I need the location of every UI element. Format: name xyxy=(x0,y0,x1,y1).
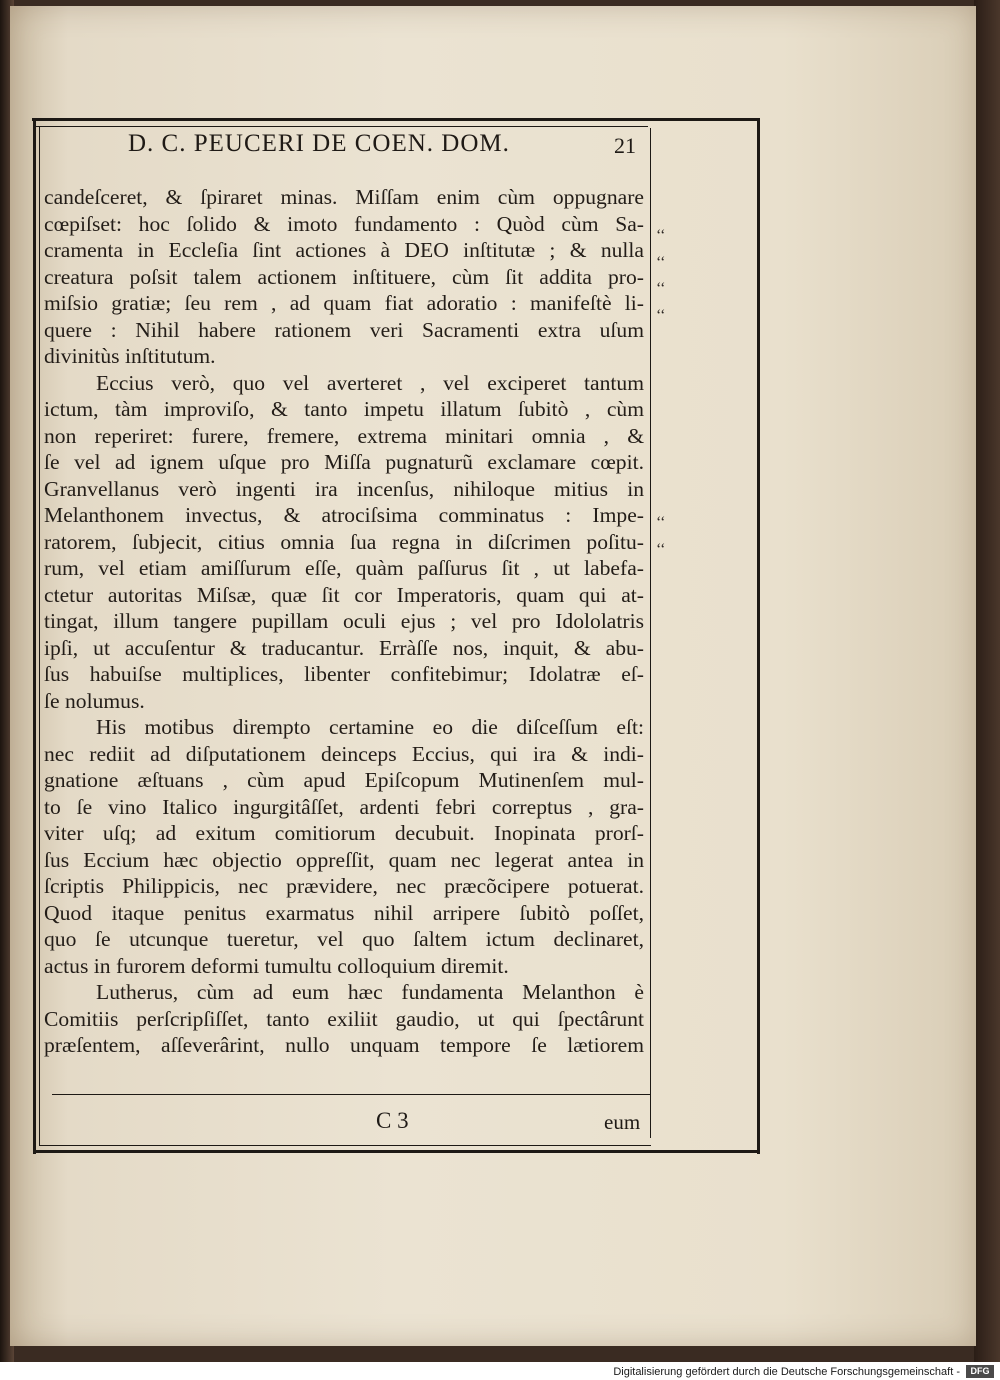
text-line: rum, vel etiam amiſſurum eſſe, quàm paſſurus ſit , ut labefa- xyxy=(44,556,644,580)
text-line: to ſe vino Italico ingurgitâſſet, ardenti febri correptus , gra- xyxy=(44,794,644,819)
margin-quote-marks xyxy=(656,510,684,563)
dfg-logo: DFG xyxy=(966,1365,994,1378)
text-line: cramenta in Eccleſia ſint actiones à DEO inſtitutæ ; & nulla xyxy=(44,238,644,262)
text-line: ictum, tàm improviſo, & tanto impetu illatum ſubitò , cùm xyxy=(44,397,644,421)
text-line: actus in furorem deformi tumultu colloquium diremit. xyxy=(44,953,509,978)
text-line: ratorem, ſubjecit, citius omnia ſua regna in diſcrimen poſitu- xyxy=(44,529,644,554)
text-line: divinitùs inſtitutum. xyxy=(44,344,216,368)
text-line: non reperiret: furere, fremere, extrema minitari omnia , & xyxy=(44,423,644,448)
text-line: ſus Eccium hæc objectio oppreſſit, quam nec legerat antea in xyxy=(44,847,644,872)
text-line: ſcriptis Philippicis, nec prævidere, nec præcõcipere potuerat. xyxy=(44,874,644,898)
text-line: creatura poſsit talem actionem inſtituere, cùm ſit addita pro- xyxy=(44,264,644,289)
scan-right-edge xyxy=(974,0,1000,1362)
text-line: tingat, illum tangere pupillam oculi ejus ; vel pro Idololatris xyxy=(44,609,644,633)
text-line: Eccius verò, quo vel averteret , vel exciperet tantum xyxy=(96,370,644,395)
running-head: D. C. PEUCERI DE COEN. DOM. xyxy=(128,130,510,157)
text-line: nec rediit ad diſputationem deinceps Eccius, qui ira & indi- xyxy=(44,741,644,766)
text-line: viter uſq; ad exitum comitiorum decubuit. Inopinata prorſ- xyxy=(44,821,644,845)
frame-bottom-rule xyxy=(33,1150,760,1153)
text-line: gnatione æſtuans , cùm apud Epiſcopum Mutinenſem mul- xyxy=(44,768,644,792)
text-line: quere : Nihil habere rationem veri Sacramenti extra uſum xyxy=(44,317,644,342)
frame-inner-left-rule xyxy=(39,126,40,1146)
text-line: Comitiis perſcripſiſſet, tanto exiliit gaudio, ut qui ſpectârunt xyxy=(44,1006,644,1031)
text-line: ctetur autoritas Miſsæ, quæ ſit cor Imperatoris, quam qui at- xyxy=(44,582,644,607)
text-line: Granvellanus verò ingenti ira incenſus, nihiloque mitius in xyxy=(44,476,644,501)
footer-rule xyxy=(52,1094,650,1095)
quote-mark: ‘‘ xyxy=(656,253,666,271)
text-line: Quod itaque penitus exarmatus nihil arripere ſubitò poſſet, xyxy=(44,900,644,925)
text-line: candeſceret, & ſpiraret minas. Miſſam enim cùm oppugnare xyxy=(44,185,644,209)
text-line: Lutherus, cùm ad eum hæc fundamenta Melanthon è xyxy=(96,980,644,1004)
frame-right-rule xyxy=(757,118,760,1154)
quote-mark: ‘‘ xyxy=(656,306,666,324)
text-line: Melanthonem invectus, & atrociſsima comminatus : Impe- xyxy=(44,503,644,527)
quote-mark: ‘‘ xyxy=(656,227,666,244)
text-line: miſsio gratiæ; ſeu rem , ad quam fiat adoratio : manifeſtè li- xyxy=(44,291,644,315)
digitization-credit: Digitalisierung gefördert durch die Deutsche Forschungsgemeinschaft - xyxy=(613,1366,960,1378)
quote-mark: ‘‘ xyxy=(656,540,666,558)
header-rule xyxy=(36,126,648,127)
frame-top-rule xyxy=(32,118,760,121)
margin-quote-marks xyxy=(656,223,684,329)
text-line: ſe nolumus. xyxy=(44,688,145,713)
catchword: eum xyxy=(604,1110,641,1134)
text-line: ipſi, ut accuſentur & traducantur. Erràſſe nos, inquit, & abu- xyxy=(44,635,644,660)
page-number: 21 xyxy=(614,133,636,158)
body-text xyxy=(44,184,644,1084)
text-line: cœpiſset: hoc ſolido & imoto fundamento : Quòd cùm Sa- xyxy=(44,211,644,236)
text-line: quo ſe utcunque tueretur, vel quo ſaltem ictum declinaret, xyxy=(44,927,644,951)
text-line: ſus habuiſse multiplices, libenter confitebimur; Idolatræ eſ- xyxy=(44,662,644,686)
text-line: His motibus dirempto certamine eo die diſceſſum eſt: xyxy=(96,715,644,739)
frame-left-rule xyxy=(33,118,36,1154)
text-line: ſe vel ad ignem uſque pro Miſſa pugnaturũ exclamare cœpit. xyxy=(44,450,644,474)
text-column-right-rule xyxy=(650,128,651,1138)
text-line: præſentem, aſſeverârint, nullo unquam tempore ſe lætiorem xyxy=(44,1033,644,1057)
quote-mark: ‘‘ xyxy=(656,280,666,297)
frame-bottom-inner-rule xyxy=(39,1145,651,1146)
quote-mark: ‘‘ xyxy=(656,514,666,531)
signature-mark: C 3 xyxy=(376,1108,409,1133)
